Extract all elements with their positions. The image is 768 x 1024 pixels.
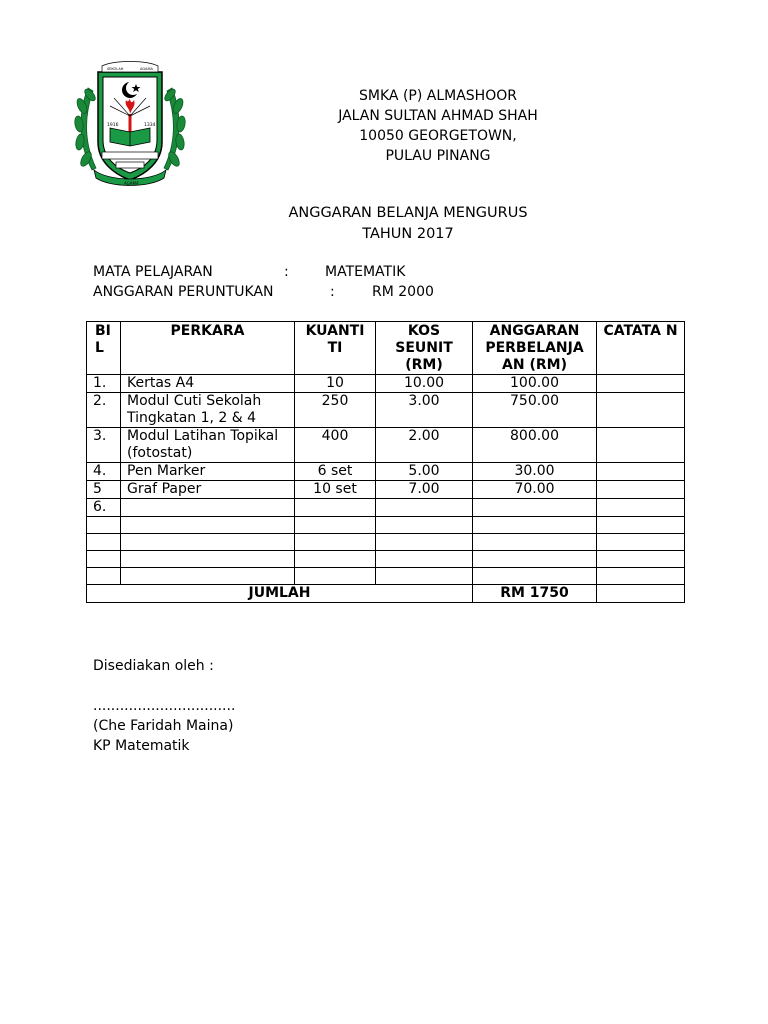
- table-row: [87, 393, 685, 428]
- cell-kos: 3.00: [376, 393, 473, 428]
- header-perkara: PERKARA: [121, 322, 295, 375]
- cell-empty: [376, 551, 473, 568]
- cell-bil: 4.: [87, 463, 121, 481]
- cell-empty: [473, 517, 597, 534]
- cell-anggaran: 30.00: [473, 463, 597, 481]
- cell-empty: [473, 534, 597, 551]
- svg-text:1334: 1334: [144, 123, 156, 128]
- cell-kuantiti: 10: [295, 375, 376, 393]
- address-state: PULAU PINANG: [385, 148, 491, 164]
- cell-kuantiti: 400: [295, 428, 376, 463]
- cell-anggaran: 70.00: [473, 481, 597, 499]
- cell-empty: [295, 517, 376, 534]
- table-row: [87, 375, 685, 393]
- laurel-left-icon: [74, 87, 97, 170]
- cell-bil: 2.: [87, 393, 121, 428]
- total-value: RM 1750: [473, 585, 597, 603]
- cell-catatan: [597, 481, 685, 499]
- header-anggaran: ANGGARAN PERBELANJA AN (RM): [473, 322, 597, 375]
- header-kos-seunit: KOS SEUNIT (RM): [376, 322, 473, 375]
- cell-anggaran: 800.00: [473, 428, 597, 463]
- cell-catatan: [597, 428, 685, 463]
- cell-kuantiti: 10 set: [295, 481, 376, 499]
- cell-empty: [597, 517, 685, 534]
- cell-perkara: Graf Paper: [121, 481, 295, 499]
- cell-anggaran: 100.00: [473, 375, 597, 393]
- signatory-name: (Che Faridah Maina): [93, 718, 234, 734]
- cell-empty: [295, 534, 376, 551]
- cell-empty: [121, 517, 295, 534]
- cell-kuantiti: 6 set: [295, 463, 376, 481]
- budget-table: [86, 321, 685, 603]
- cell-empty: [87, 534, 121, 551]
- cell-empty: [295, 568, 376, 585]
- address-postcode-city: 10050 GEORGETOWN,: [359, 128, 517, 144]
- address-street: JALAN SULTAN AHMAD SHAH: [338, 108, 538, 124]
- school-address: [300, 86, 576, 166]
- subject-value: MATEMATIK: [325, 264, 406, 280]
- cell-bil: 6.: [87, 499, 121, 517]
- table-row: [87, 481, 685, 499]
- cell-empty: [376, 534, 473, 551]
- cell-empty: [376, 517, 473, 534]
- document-title: [200, 203, 616, 245]
- svg-text:SEKOLAH: SEKOLAH: [107, 67, 124, 71]
- cell-empty: [473, 568, 597, 585]
- cell-empty: [597, 585, 685, 603]
- school-crest-logo: [74, 58, 186, 198]
- cell-anggaran: 750.00: [473, 393, 597, 428]
- cell-empty: [121, 534, 295, 551]
- cell-perkara: Modul Latihan Topikal (fotostat): [121, 428, 295, 463]
- cell-empty: [376, 568, 473, 585]
- signature-block: [93, 656, 235, 756]
- cell-catatan: [597, 393, 685, 428]
- header-bil: BI L: [87, 322, 121, 375]
- cell-catatan: [597, 375, 685, 393]
- table-total-row: [87, 585, 685, 603]
- cell-empty: [121, 568, 295, 585]
- signatory-position: KP Matematik: [93, 738, 190, 754]
- cell-empty: [597, 551, 685, 568]
- cell-kos: 2.00: [376, 428, 473, 463]
- allocation-label: ANGGARAN PERUNTUKAN: [93, 284, 274, 300]
- cell-bil: 5: [87, 481, 121, 499]
- school-name: SMKA (P) ALMASHOOR: [359, 88, 517, 104]
- title-line-2: TAHUN 2017: [362, 226, 454, 242]
- cell-bil: 3.: [87, 428, 121, 463]
- svg-text:AGAMA: AGAMA: [124, 181, 139, 186]
- cell-perkara: [121, 499, 295, 517]
- table-row: [87, 463, 685, 481]
- cell-empty: [121, 551, 295, 568]
- cell-empty: [473, 551, 597, 568]
- cell-perkara: Pen Marker: [121, 463, 295, 481]
- subject-label: MATA PELAJARAN: [93, 264, 213, 280]
- cell-bil: 1.: [87, 375, 121, 393]
- table-row-empty: [87, 568, 685, 585]
- allocation-separator: :: [330, 284, 335, 300]
- cell-perkara: Kertas A4: [121, 375, 295, 393]
- cell-empty: [87, 517, 121, 534]
- header-catatan: CATATA N: [597, 322, 685, 375]
- svg-text:1916: 1916: [107, 123, 119, 128]
- cell-kos: [376, 499, 473, 517]
- cell-empty: [87, 568, 121, 585]
- table-row-empty: [87, 534, 685, 551]
- allocation-value: RM 2000: [372, 284, 434, 300]
- table-row: [87, 499, 685, 517]
- cell-kos: 5.00: [376, 463, 473, 481]
- prepared-by-label: Disediakan oleh :: [93, 658, 214, 674]
- subject-separator: :: [284, 264, 289, 280]
- cell-anggaran: [473, 499, 597, 517]
- table-header-row: [87, 322, 685, 375]
- cell-kuantiti: [295, 499, 376, 517]
- cell-empty: [87, 551, 121, 568]
- cell-kos: 10.00: [376, 375, 473, 393]
- cell-catatan: [597, 463, 685, 481]
- cell-kuantiti: 250: [295, 393, 376, 428]
- laurel-right-icon: [163, 87, 186, 170]
- signature-line: ................................: [93, 698, 236, 714]
- cell-catatan: [597, 499, 685, 517]
- svg-text:AGAMA: AGAMA: [140, 67, 153, 71]
- cell-empty: [597, 568, 685, 585]
- table-row: [87, 428, 685, 463]
- cell-kos: 7.00: [376, 481, 473, 499]
- header-kuantiti: KUANTI TI: [295, 322, 376, 375]
- cell-empty: [295, 551, 376, 568]
- title-line-1: ANGGARAN BELANJA MENGURUS: [288, 205, 528, 221]
- table-row-empty: [87, 551, 685, 568]
- cell-perkara: Modul Cuti Sekolah Tingkatan 1, 2 & 4: [121, 393, 295, 428]
- table-row-empty: [87, 517, 685, 534]
- total-label: JUMLAH: [87, 585, 473, 603]
- cell-empty: [597, 534, 685, 551]
